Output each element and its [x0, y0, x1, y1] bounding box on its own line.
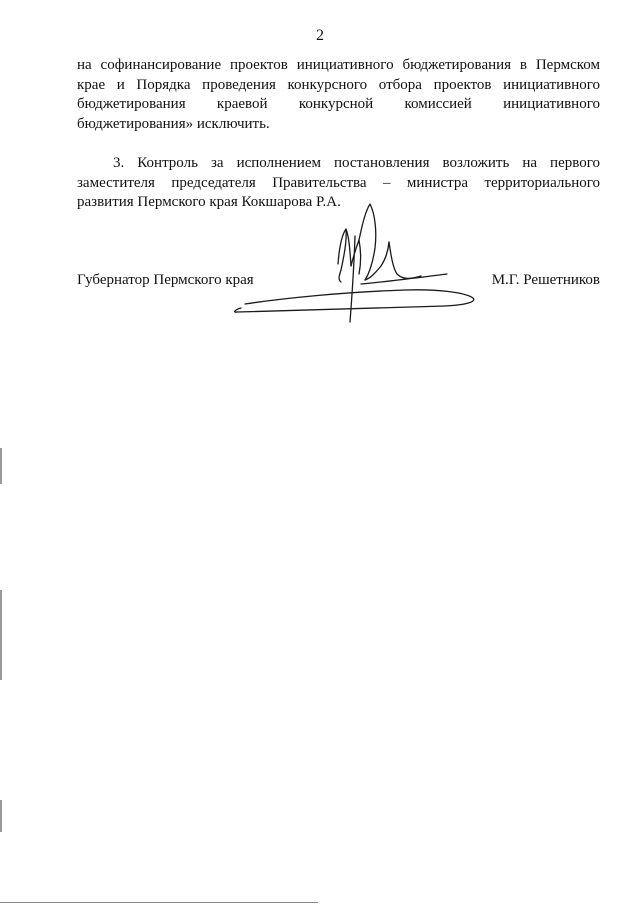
text-line: бюджетирования» исключить. [77, 115, 270, 132]
text-line: бюджетирования краевой конкурсной комиссией инициативного [77, 96, 600, 112]
text-line: на софинансирование проектов инициативного бюджетирования в Пермском [77, 57, 600, 73]
signer-position: Губернатор Пермского края [77, 272, 254, 288]
text-line: крае и Порядка проведения конкурсного отбора проектов инициативного [77, 76, 600, 93]
text-line: развития Пермского края Кокшарова Р.А. [77, 194, 341, 210]
text-line: заместителя председателя Правительства – министра территориального [77, 174, 600, 191]
page-number: 2 [316, 27, 324, 44]
scan-edge-mark [0, 590, 2, 680]
scan-bottom-rule [0, 902, 318, 903]
paragraph-annulment [77, 56, 600, 134]
scan-edge-mark [0, 448, 2, 484]
signer-name: М.Г. Решетников [491, 272, 600, 288]
text-line: 3. Контроль за исполнением постановления возложить на первого [113, 155, 600, 171]
scan-edge-mark [0, 800, 2, 832]
handwritten-signature [225, 196, 480, 326]
